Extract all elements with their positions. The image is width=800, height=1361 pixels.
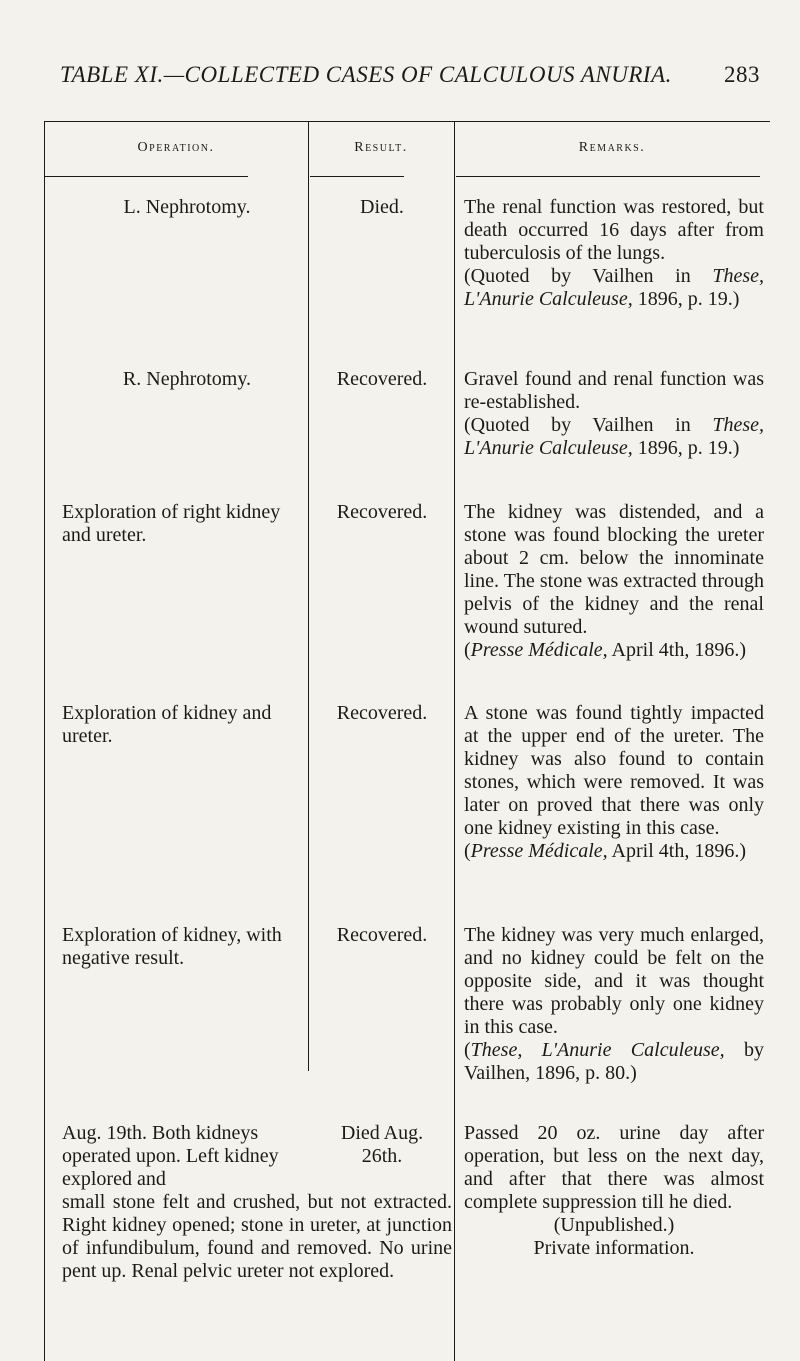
row-4-operation: Exploration of kidney and ureter. [62,702,272,747]
row-2-remarks-text: Gravel found and renal function was re-established. [464,368,764,413]
row-4-citation-pre: ( [464,840,471,862]
table-left-rule [44,121,45,1361]
row-3-operation: Exploration of right kidney and ureter. [62,501,281,546]
row-3-result: Recovered. [336,501,428,523]
row-5-remarks [464,924,764,1085]
row-3-citation [464,639,764,662]
row-5-result: Recovered. [336,924,428,946]
row-6-operation-continued: small stone felt and crushed, but not extracted. Right kidney opened; stone in ureter, at junction of infundibulum, found and removed. No urine pent up. Renal pelvic ureter not explored. [62,1191,452,1282]
row-2-citation [464,414,764,460]
row-6-remarks-text: Passed 20 oz. urine day after operation, but less on the next day, and after that there was almost complete suppression till he died. [464,1122,764,1213]
row-1-citation-post: 1896, p. 19.) [632,288,740,310]
row-2-citation-pre: (Quoted by Vailhen in [464,414,713,436]
row-1-remarks-text: The renal function was restored, but death occurred 16 days after from tuberculosis of the lungs. [464,196,764,264]
row-5-citation [464,1039,764,1085]
row-4-citation-post: April 4th, 1896.) [607,840,746,862]
row-1-citation [464,265,764,311]
row-1-citation-italic: These, L'Anurie Calculeuse, [464,265,764,310]
column-header-remarks: Remarks. [578,140,646,155]
row-6-result: Died Aug. 26th. [340,1122,424,1167]
column-header-result: Result. [354,140,408,155]
row-1-operation: L. Nephrotomy. [123,196,251,218]
row-3-remarks-text: The kidney was distended, and a stone was found blocking the ureter about 2 cm. below the innominate line. The stone was extracted through pelvis of the kidney and the renal wound sutured. [464,501,764,638]
row-4-remarks [464,702,764,863]
row-2-result: Recovered. [336,368,428,390]
row-4-remarks-text: A stone was found tightly impacted at the upper end of the ureter. The kidney was also found to contain stones, which were removed. It was later on proved that there was only one kidney existing in this case. [464,702,764,839]
row-4-citation-italic: Presse Médicale, [470,840,608,862]
column-header-operation: Operation. [137,140,215,155]
row-4-citation [464,840,764,863]
row-5-citation-italic: These, L'Anurie Calculeuse, [470,1039,725,1061]
column-divider-2 [454,121,455,1361]
row-3-citation-italic: Presse Médicale, [470,639,608,661]
row-1-result: Died. [360,196,404,218]
row-2-citation-italic: These, L'Anurie Calculeuse, [464,414,764,459]
header-underline-3 [456,176,760,177]
row-5-citation-post: by Vailhen, 1896, p. 80.) [464,1039,764,1084]
row-5-remarks-text: The kidney was very much enlarged, and no kidney could be felt on the opposite side, and it was thought there was probably only one kidney in this case. [464,924,764,1038]
row-1-citation-pre: (Quoted by Vailhen in [464,265,713,287]
row-5-citation-pre: ( [464,1039,471,1061]
row-6-remarks [464,1122,764,1260]
row-5-operation: Exploration of kidney, with negative result. [62,924,282,969]
row-6-operation: Aug. 19th. Both kidneys operated upon. Left kidney explored and [62,1122,279,1190]
row-2-citation-post: 1896, p. 19.) [632,437,740,459]
row-3-citation-pre: ( [464,639,471,661]
table-title: TABLE XI.—COLLECTED CASES OF CALCULOUS ANURIA. [60,62,672,87]
row-3-citation-post: April 4th, 1896.) [607,639,746,661]
row-6-note-unpublished: (Unpublished.) [553,1214,675,1236]
row-2-operation: R. Nephrotomy. [122,368,252,390]
row-3-remarks [464,501,764,662]
running-header [60,62,760,88]
page-number: 283 [724,62,760,87]
row-4-result: Recovered. [336,702,428,724]
row-2-remarks [464,368,764,460]
header-underline-2 [310,176,404,177]
header-underline-1 [44,176,248,177]
table-top-rule [44,121,770,122]
row-1-remarks [464,196,764,311]
row-6-note-private: Private information. [533,1237,695,1259]
